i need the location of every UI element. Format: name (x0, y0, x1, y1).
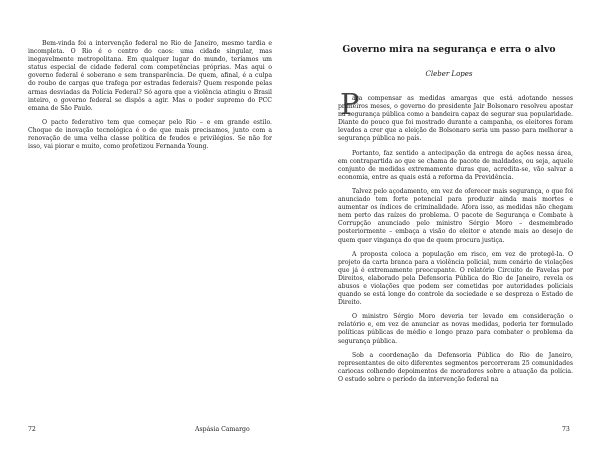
article-author: Cleber Lopes (425, 70, 473, 78)
running-footer-author: Aspásia Camargo (195, 426, 250, 433)
paragraph: Portanto, faz sentido a antecipação da entrega de ações nessa área, em contrapartida ao que se chama de pacote de maldades, ou seja, aquele conjunto de medidas extremamente duras que, acredita-se, vão salvar a economia, entre as quais está a reforma da Previdência. (338, 149, 573, 181)
paragraph: O ministro Sérgio Moro deveria ter levado em consideração o relatório e, em vez de anunciar as novas medidas, poderia ter formulado políticas públicas de médio e longo prazo para combater o problema da segurança pública. (338, 313, 573, 345)
article-title: Governo mira na segurança e erra o alvo (342, 44, 556, 55)
page-number-left: 72 (28, 426, 36, 433)
paragraph: O pacto federativo tem que começar pelo Rio – e em grande estilo. Choque de inovação tecnológica é o de que mais precisamos, junto com a renovação de uma velha classe política de feudos e privilégios. Se não for isso, vai piorar e muito, como profetizou Fernanda Young. (28, 118, 272, 151)
first-paragraph-text: ara compensar as medidas amargas que está adotando nesses primeiros meses, o governo do presidente Jair Bolsonaro resolveu apostar na segurança pública como a bandeira capaz de segurar sua popularidade. Diante do pouco que foi mostrado durante a campanha, os eleitores foram levados a crer que a eleição de Bolsonaro seria um passo para melhorar a segurança pública no país. (338, 95, 573, 143)
paragraph (338, 95, 573, 144)
paragraph: Talvez pelo açodamento, em vez de oferecer mais segurança, o que foi anunciado tem forte potencial para produzir ainda mais mortes e aumentar os índices de criminalidade. Afora isso, as medidas não chegam nem perto das raízes do problema. O pacote de Segurança e Combate à Corrupção anunciado pelo ministro Sérgio Moro – desmembrado posteriormente – embaça a visão do eleitor e atende mais ao desejo de quem quer vingança do que de quem procura justiça. (338, 187, 573, 244)
right-text-column (338, 95, 573, 384)
paragraph: Sob a coordenação da Defensoria Pública do Rio de Janeiro, representantes de oito diferentes segmentos percorreram 25 comunidades cariocas colhendo depoimentos de moradores sobre a atuação da polícia. O estudo sobre o período da intervenção federal na (338, 351, 573, 383)
paragraph: Bem-vinda foi a intervenção federal no Rio de Janeiro, mesmo tardia e incompleta. O Rio é o centro do caos: uma cidade singular, mas inegavelmente metropolitana. Em qualquer lugar do mundo, teríamos um status especial de cidade federal com competências próprias. Mas aqui o governo federal é soberano e sem transparência. De quem, afinal, é a culpa do roubo de cargas que trafega por estradas federais? Quem responde pelas armas desviadas da Polícia Federal? Só agora que a violência atingiu o Brasil inteiro, o governo federal se dispôs a agir. Mas o poder supremo do PCC emana de São Paulo. (28, 40, 272, 112)
paragraph: A proposta coloca a população em risco, em vez de protegê-la. O projeto da carta branca para a violência policial, num cenário de violações que já é extremamente preocupante. O relatório Circuito de Favelas por Direitos, elaborado pela Defensoria Pública do Rio de Janeiro, revela os abusos e violações que podem ser cometidas por autoridades policiais quando se está longe do controle da sociedade e se desprezа o Estado de Direito. (338, 250, 573, 307)
page-number-right: 73 (562, 426, 570, 433)
drop-cap: P (340, 87, 360, 121)
